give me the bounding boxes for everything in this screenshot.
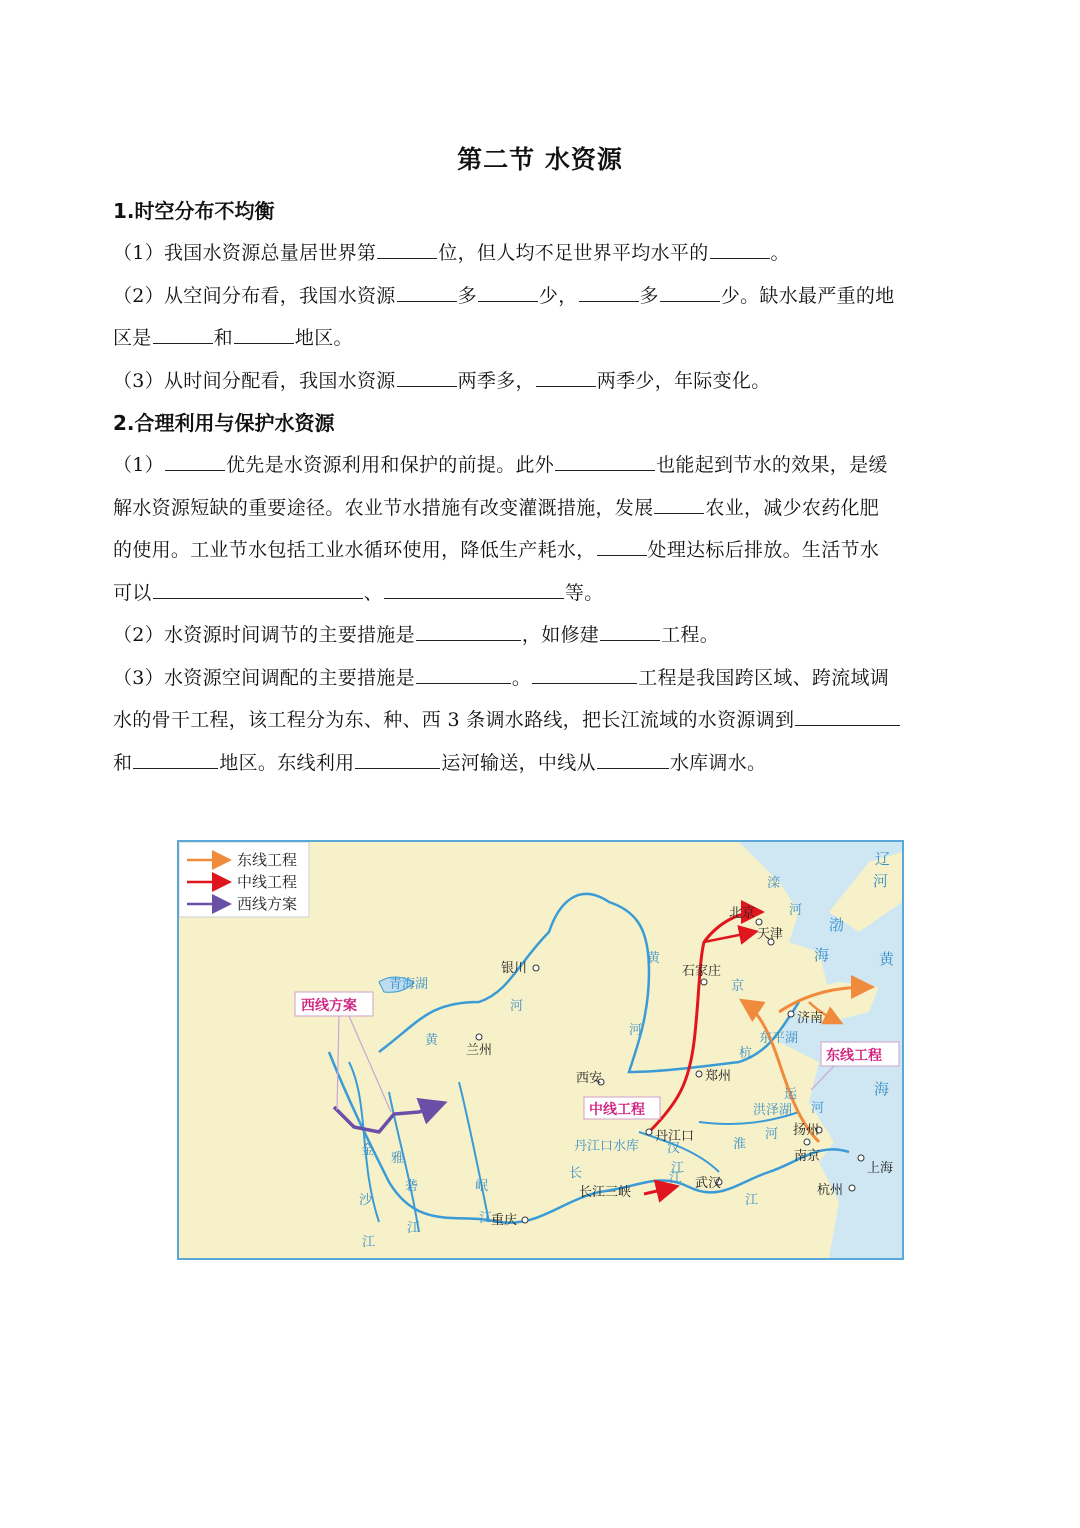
question-1-1: （1）我国水资源总量居世界第 位，但人均不足世界平均水平的 。 <box>113 232 969 275</box>
river-char: 金 <box>361 1143 375 1158</box>
section-1-heading: 1.时空分布不均衡 <box>113 199 275 223</box>
feature-dongping-lake: 东平湖 <box>759 1031 799 1046</box>
answer-blank[interactable] <box>660 279 720 302</box>
answer-blank[interactable] <box>377 236 437 259</box>
answer-blank[interactable] <box>153 576 363 599</box>
river-char: 雅 <box>391 1151 405 1166</box>
city-shanghai: 上海 <box>867 1161 894 1176</box>
west-route-tag <box>295 992 391 1112</box>
answer-blank[interactable] <box>597 533 647 556</box>
answer-blank[interactable] <box>795 703 900 726</box>
river-char: 黄 <box>647 951 661 966</box>
answer-blank[interactable] <box>384 576 564 599</box>
river-char: 杭 <box>739 1046 753 1061</box>
city-danjiangkou: 丹江口 <box>655 1129 695 1144</box>
river-char: 沙 <box>359 1193 373 1208</box>
city-jinan: 济南 <box>797 1011 824 1026</box>
city-dot <box>646 1129 652 1135</box>
river-char: 江 <box>479 1211 493 1226</box>
city-xian: 西安 <box>576 1071 603 1086</box>
answer-blank[interactable] <box>133 746 218 769</box>
river-char: 岷 <box>475 1179 489 1194</box>
river-char: 江 <box>671 1161 685 1176</box>
city-nanjing: 南京 <box>794 1149 821 1164</box>
answer-blank[interactable] <box>532 661 637 684</box>
river-char: 河 <box>765 1127 779 1142</box>
answer-blank[interactable] <box>478 279 538 302</box>
feature-labels <box>389 976 798 1200</box>
answer-blank[interactable] <box>153 321 213 344</box>
river-char: 淮 <box>733 1137 747 1152</box>
river-char: 长 <box>569 1166 583 1181</box>
question-2-2: （2）水资源时间调节的主要措施是 ，如修建 工程。 <box>113 614 969 657</box>
legend-east: 东线工程 <box>237 851 298 869</box>
city-hangzhou: 杭州 <box>817 1183 844 1198</box>
city-dot <box>788 1011 794 1017</box>
page-title: 第二节 水资源 <box>457 145 623 174</box>
answer-blank[interactable] <box>416 661 511 684</box>
city-lanzhou: 兰州 <box>466 1043 493 1058</box>
city-beijing: 北京 <box>729 906 756 921</box>
river-char: 河 <box>629 1023 643 1038</box>
river-char: 汉 <box>667 1141 681 1156</box>
sea-char: 渤 <box>829 916 845 934</box>
river-char: 江 <box>362 1235 376 1250</box>
middle-route-tag <box>584 1097 660 1119</box>
west-route <box>334 1104 441 1132</box>
river-char: 滦 <box>767 876 781 891</box>
worksheet-content <box>113 190 969 784</box>
city-dot <box>756 919 762 925</box>
map-graphic <box>179 842 902 1258</box>
middle-route-tag-text: 中线工程 <box>589 1102 645 1118</box>
city-yinchuan: 银川 <box>501 961 528 976</box>
sea-char: 河 <box>873 872 889 890</box>
answer-blank[interactable] <box>654 491 704 514</box>
question-1-2: （2）从空间分布看，我国水资源 多 少， 多 少。缺水最严重的地 区是 和 地区。 <box>113 275 969 360</box>
city-dot <box>701 979 707 985</box>
feature-danjiangkou-reservoir: 丹江口水库 <box>574 1139 640 1154</box>
east-route-tag-text: 东线工程 <box>826 1048 882 1064</box>
three-gorges-arrow <box>644 1187 674 1194</box>
city-chongqing: 重庆 <box>491 1213 518 1228</box>
question-1-3: （3）从时间分配看，我国水资源 两季多， 两季少，年际变化。 <box>113 360 969 403</box>
city-dot <box>804 1139 810 1145</box>
river-char: 京 <box>731 979 745 994</box>
answer-blank[interactable] <box>234 321 294 344</box>
river-char: 砻 <box>405 1179 419 1194</box>
city-wuhan: 武汉 <box>695 1176 722 1191</box>
feature-three-gorges: 长江三峡 <box>579 1185 632 1200</box>
feature-hongze-lake: 洪泽湖 <box>753 1103 793 1118</box>
sea-char: 黄 <box>879 950 895 968</box>
legend-middle: 中线工程 <box>237 873 298 891</box>
water-diversion-map <box>177 840 904 1260</box>
west-route-tag-text: 西线方案 <box>301 998 357 1014</box>
city-tianjin: 天津 <box>757 927 784 942</box>
answer-blank[interactable] <box>397 279 457 302</box>
city-zhengzhou: 郑州 <box>705 1069 732 1084</box>
sea-char: 海 <box>814 946 830 964</box>
min-river <box>459 1082 489 1222</box>
river-char: 河 <box>811 1101 825 1116</box>
sea-char: 海 <box>874 1080 890 1098</box>
river-char: 河 <box>789 903 803 918</box>
answer-blank[interactable] <box>416 618 521 641</box>
city-dot <box>533 965 539 971</box>
middle-route <box>649 912 759 1132</box>
city-dot <box>522 1217 528 1223</box>
river-char: 运 <box>784 1087 798 1102</box>
city-dot <box>849 1185 855 1191</box>
answer-blank[interactable] <box>397 364 457 387</box>
legend-west: 西线方案 <box>237 895 298 913</box>
river-char: 江 <box>669 1171 683 1186</box>
answer-blank[interactable] <box>579 279 639 302</box>
answer-blank[interactable] <box>165 448 225 471</box>
map-legend <box>179 842 309 917</box>
question-2-3: （3）水资源空间调配的主要措施是 。 工程是我国跨区域、跨流域调 水的骨干工程，该工程分为东、种、西 3 条调水路线，把长江流域的水资源调到 和 地区。东线利用 运河输送，中线从 水库调水。 <box>113 657 969 785</box>
sea-char: 辽 <box>875 850 891 868</box>
section-2-heading: 2.合理利用与保护水资源 <box>113 411 335 435</box>
city-dot <box>858 1155 864 1161</box>
feature-qinghai-lake: 青海湖 <box>389 977 429 992</box>
question-2-1: （1） 优先是水资源利用和保护的前提。此外 也能起到节水的效果，是缓 解水资源短缺的重要途径。农业节水措施有改变灌溉措施，发展 农业，减少农药化肥 的使用。工业节水包括工业水循环使用，降低生产耗水， 处理达标后排放。生活节水 可以 、 等。 <box>113 444 969 614</box>
answer-blank[interactable] <box>600 618 660 641</box>
city-shijiazhuang: 石家庄 <box>682 964 722 979</box>
answer-blank[interactable] <box>355 746 440 769</box>
river-char: 江 <box>745 1193 759 1208</box>
city-dot <box>476 1034 482 1040</box>
answer-blank[interactable] <box>536 364 596 387</box>
city-dot <box>696 1071 702 1077</box>
answer-blank[interactable] <box>710 236 770 259</box>
river-char: 江 <box>407 1221 421 1236</box>
river-char: 河 <box>510 999 524 1014</box>
answer-blank[interactable] <box>555 448 655 471</box>
city-yangzhou: 扬州 <box>793 1123 820 1138</box>
river-char: 黄 <box>425 1033 439 1048</box>
answer-blank[interactable] <box>597 746 669 769</box>
